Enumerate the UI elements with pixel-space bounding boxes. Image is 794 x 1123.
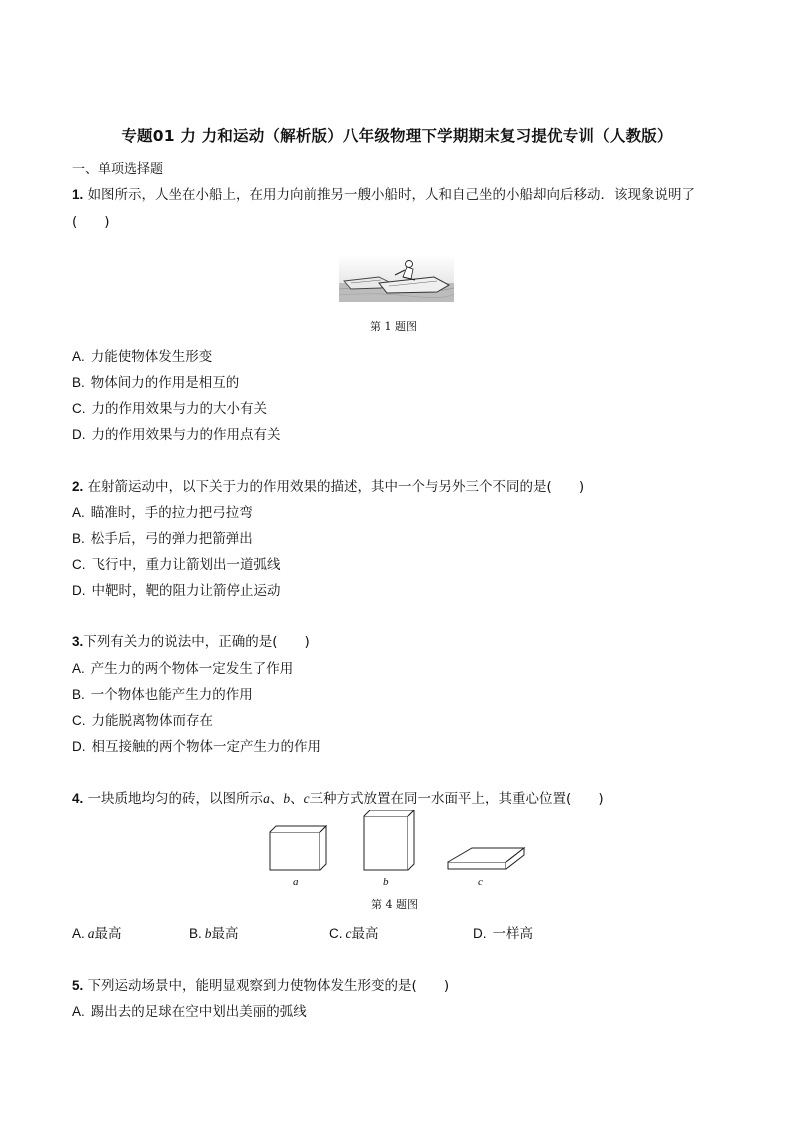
question-1-stem bbox=[72, 183, 695, 203]
option-c: C. 力的作用效果与力的大小有关 bbox=[72, 401, 267, 417]
option-d: D. 力的作用效果与力的作用点有关 bbox=[72, 427, 281, 443]
question-number: 1. bbox=[72, 187, 84, 202]
question-text: 在射箭运动中，以下关于力的作用效果的描述，其中一个与另外三个不同的是( ) bbox=[87, 479, 585, 495]
question-2-stem bbox=[72, 475, 584, 495]
option-c: C. 飞行中，重力让箭划出一道弧线 bbox=[72, 557, 281, 573]
option-d: D. 一样高 bbox=[473, 926, 533, 942]
figure-4-caption: 第 4 题图 bbox=[371, 898, 418, 911]
question-number: 5. bbox=[72, 978, 84, 993]
option-a: A. 产生力的两个物体一定发生了作用 bbox=[72, 661, 294, 677]
option-b: B. 一个物体也能产生力的作用 bbox=[72, 687, 253, 703]
question-text: 下列有关力的说法中，正确的是( ) bbox=[83, 634, 310, 650]
question-5-stem bbox=[72, 974, 449, 994]
question-number: 3. bbox=[72, 634, 84, 649]
brick-label-a: a bbox=[293, 876, 299, 888]
question-1-blank: ( ) bbox=[72, 214, 110, 230]
option-c: C. 力能脱离物体而存在 bbox=[72, 713, 213, 729]
option-a: A. 瞄准时，手的拉力把弓拉弯 bbox=[72, 505, 253, 521]
option-b: B. 松手后，弓的弹力把箭弹出 bbox=[72, 531, 253, 547]
question-text: 如图所示，人坐在小船上，在用力向前推另一艘小船时，人和自己坐的小船却向后移动．该现象说明了 bbox=[87, 187, 696, 203]
question-number: 2. bbox=[72, 479, 84, 494]
question-4-stem: 4. 一块质地均匀的砖，以图所示a、b、c三种方式放置在同一水面平上，其重心位置( ) bbox=[72, 791, 604, 807]
question-text: 下列运动场景中，能明显观察到力使物体发生形变的是( ) bbox=[87, 978, 450, 994]
option-d: D. 相互接触的两个物体一定产生力的作用 bbox=[72, 739, 321, 755]
section-heading: 一、单项选择题 bbox=[72, 162, 164, 177]
question-number: 4. bbox=[72, 791, 84, 806]
option-b: B. 物体间力的作用是相互的 bbox=[72, 375, 240, 391]
brick-label-c: c bbox=[478, 876, 483, 888]
option-c: C. c最高 bbox=[329, 926, 379, 942]
brick-label-b: b bbox=[383, 876, 389, 888]
figure-1-caption: 第 1 题图 bbox=[370, 320, 417, 333]
page-title: 专题01 力 力和运动（解析版）八年级物理下学期期末复习提优专训（人教版） bbox=[121, 127, 673, 145]
brick-figure bbox=[262, 810, 532, 876]
option-a: A. 力能使物体发生形变 bbox=[72, 349, 213, 365]
option-b: B. b最高 bbox=[189, 926, 239, 942]
option-a: A. 踢出去的足球在空中划出美丽的弧线 bbox=[72, 1004, 307, 1020]
option-d: D. 中靶时，靶的阻力让箭停止运动 bbox=[72, 583, 281, 599]
boat-figure bbox=[339, 255, 454, 302]
question-3-stem bbox=[72, 630, 310, 650]
option-a: A. a最高 bbox=[72, 926, 122, 942]
